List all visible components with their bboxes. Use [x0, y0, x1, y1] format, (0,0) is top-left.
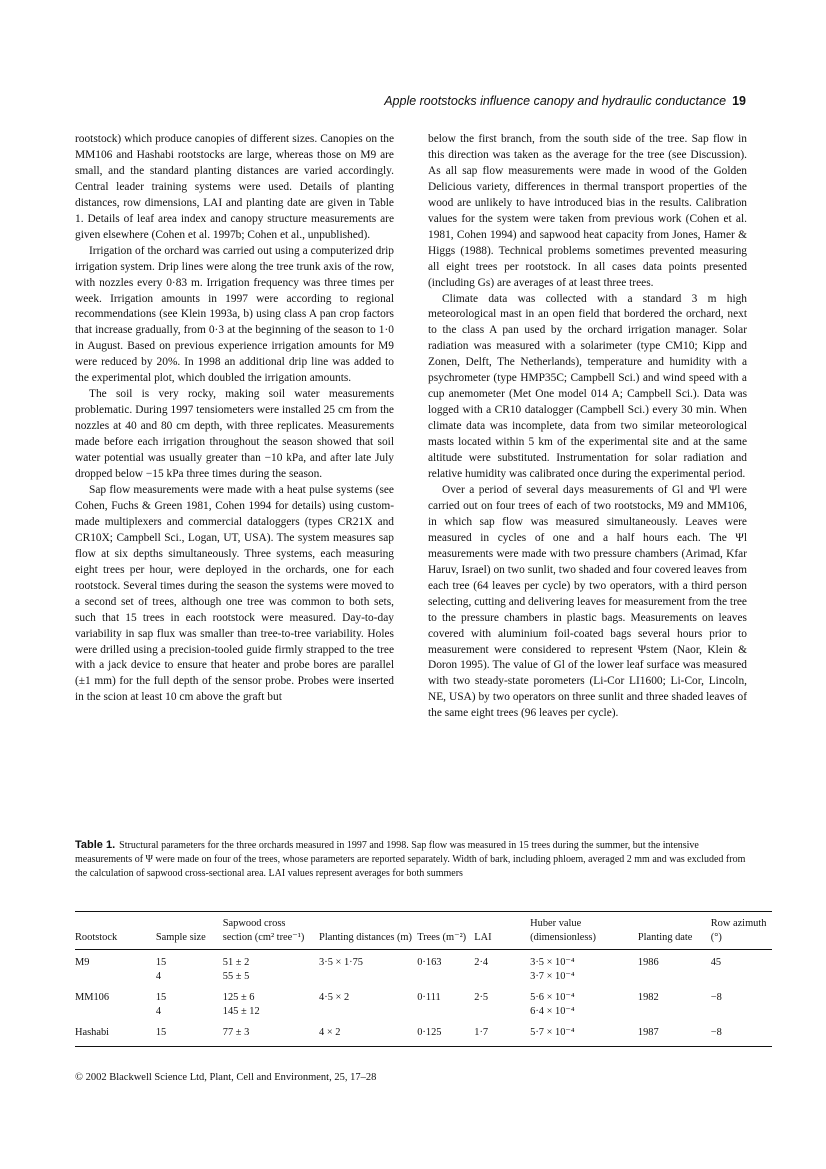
header-huber-value: Huber value (dimensionless) — [530, 918, 596, 943]
cell — [75, 970, 156, 984]
cell: 5·7 × 10⁻⁴ — [530, 1027, 575, 1038]
table-caption-text: Structural parameters for the three orchards measured in 1997 and 1998. Sap flow was measured in 15 trees during the summer, but the intensive measurements of Ψ were made on four of the trees, whose parameters are reported separately. Width of bark, including phloem, averaged 2 mm and was excluded from the calculation of sapwood cross-sectional area. LAI values represent averages for both summers — [75, 840, 746, 879]
paragraph: rootstock) which produce canopies of different sizes. Canopies on the MM106 and Hashabi rootstocks are large, whereas those on M9 are small, and the standard planting distances are varied accordingly. Central leader training systems were used. Details of planting distances, row dimensions, LAI and planting date are given in Table 1. Details of leaf area index and canopy structure measurements are given elsewhere (Cohen et al. 1997b; Cohen et al., unpublished). — [75, 133, 394, 241]
copyright-footer: © 2002 Blackwell Science Ltd, Plant, Cell and Environment, 25, 17–28 — [75, 1072, 377, 1083]
paragraph: Sap flow measurements were made with a heat pulse systems (see Cohen, Fuchs & Green 1981, Cohen 1994 for details) using custom-made multiplexers and commercial dataloggers (types CR21X and CR10X; Campbell Sci., Logan, UT, USA). The system measures sap flow at six depths simultaneously. Three systems, each measuring eight trees per hour, were deployed in the orchards, one for each rootstock. Several times during the season the systems were moved to a second set of trees, although one tree was common to both sets, such that 15 trees in each rootstock were measured. Day-to-day variability in sap flux was smaller than tree-to-tree variability. Holes were drilled using a precision-tooled guide firmly strapped to the tree with a jack device to ensure that heater and probe bores are parallel (±1 mm) for the full depth of the sensor probe. Probes were inserted in the scion at least 10 cm above the graft but — [75, 483, 394, 704]
cell — [319, 1005, 417, 1019]
table-row — [75, 950, 772, 970]
running-head — [384, 94, 746, 108]
cell — [711, 1005, 772, 1019]
paragraph: Irrigation of the orchard was carried out using a computerized drip irrigation system. Drip lines were along the tree trunk axis of the row, with nozzles every 0·83 m. Irrigation frequency was three times per week. Irrigation amounts in 1997 were according to regional recommendations (see Klein 1993a, b) using class A pan crop factors that increase gradually, from 0·3 at the beginning of the season to 1·0 in August. Based on previous experience irrigation amounts for M9 were reduced by 20%. In 1998 an additional drip line was added to the experimental plot, which doubled the irrigation amounts. — [75, 244, 394, 385]
cell: 55 ± 5 — [222, 970, 250, 982]
table-caption — [75, 838, 747, 881]
cell: −8 — [710, 992, 722, 1003]
cell: 15 — [155, 957, 167, 968]
cell — [474, 1005, 530, 1019]
cell: 0·111 — [417, 992, 441, 1003]
cell: 1982 — [637, 992, 659, 1003]
table-header-row — [75, 912, 772, 950]
cell: 125 ± 6 — [222, 992, 255, 1003]
header-planting-date: Planting date — [637, 931, 693, 943]
paragraph: The soil is very rocky, making soil water measurements problematic. During 1997 tensiometers were installed 25 cm from the nozzles at 40 and 80 cm depth, with three replicates. Measurements made before each irrigation throughout the season showed that soil water potential was usually greater than −10 kPa, and after late July dropped below −15 kPa three times during the season. — [75, 388, 394, 481]
cell: 51 ± 2 — [222, 957, 250, 968]
running-title: Apple rootstocks influence canopy and hydraulic conductance — [384, 94, 727, 108]
header-lai: LAI — [474, 931, 492, 943]
cell — [75, 1005, 156, 1019]
header-sample-size: Sample size — [155, 931, 206, 943]
cell: 1·7 — [474, 1027, 489, 1038]
cell: 4·5 × 2 — [319, 992, 350, 1003]
paragraph: Over a period of several days measurements of Gl and Ψl were carried out on four trees of each of two rootstocks, M9 and MM106, in which sap flow was measured simultaneously. Leaves were measured in cycles of one and a half hours each. The Ψl measurements were made with two pressure chambers (Arimad, Kfar Haruv, Israel) on two sunlit, two shaded and four covered leaves from each tree (64 leaves per cycle) by two operators, with a third person selecting, cutting and delivering leaves for measurement from the tree to the pressure chambers in plastic bags. Measurements on leaves covered with aluminium foil-coated bags several hours prior to measurement were considered to represent Ψstem (Naor, Klein & Doron 1995). The value of Gl of the lower leaf surface was measured with two steady-state porometers (Li-Cor LI1600; Li-Cor, Lincoln, NE, USA) by two operators on three sunlit and three shaded leaves of the same eight trees (96 leaves per cycle). — [428, 483, 747, 720]
cell: MM106 — [75, 992, 110, 1003]
cell: 1987 — [637, 1027, 659, 1038]
header-planting-distances: Planting distances (m) — [319, 931, 412, 943]
cell: 0·163 — [417, 957, 442, 968]
cell: 0·125 — [417, 1027, 442, 1038]
page-number: 19 — [732, 94, 746, 108]
left-column — [75, 132, 394, 706]
header-row-azimuth: Row azimuth (°) — [710, 918, 767, 943]
cell: M9 — [75, 957, 90, 968]
cell: 45 — [710, 957, 722, 968]
table-row — [75, 970, 772, 984]
cell — [417, 1005, 474, 1019]
cell — [711, 970, 772, 984]
cell — [638, 970, 711, 984]
cell: 3·7 × 10⁻⁴ — [530, 970, 575, 982]
cell: 15 — [155, 1027, 167, 1038]
table-row — [75, 983, 772, 1005]
cell: 4 — [155, 970, 162, 982]
cell: −8 — [710, 1027, 722, 1038]
cell: 15 — [155, 992, 167, 1003]
cell — [319, 970, 417, 984]
cell: 2·4 — [474, 957, 489, 968]
cell: 4 — [155, 1005, 162, 1017]
cell: 2·5 — [474, 992, 489, 1003]
table-row — [75, 1005, 772, 1019]
cell: 6·4 × 10⁻⁴ — [530, 1005, 575, 1017]
header-trees: Trees (m⁻²) — [417, 931, 467, 943]
cell: 4 × 2 — [319, 1027, 341, 1038]
cell: Hashabi — [75, 1027, 110, 1038]
header-sapwood: Sapwood cross section (cm² tree⁻¹) — [222, 918, 305, 943]
paragraph: below the first branch, from the south side of the tree. Sap flow in this direction was taken as the average for the tree (see Discussion). As all sap flow measurements were made in wood of the Golden Delicious variety, differences in thermal transport properties of the wood are unlikely to have introduced bias in the results. Calibration values for the system were taken from previous work (Cohen et al. 1981, Cohen 1994) and sapwood heat capacity from Jones, Hamer & Higgs (1988). Technical problems sometimes prevented measuring all eight trees per rootstock. In all cases data points presented (including Gs) are averages of at least three trees. — [428, 133, 747, 289]
paragraph: Climate data was collected with a standard 3 m high meteorological mast in an open field that bordered the orchard, next to the class A pan used by the orchard irrigation manager. Solar radiation was measured with a solarimeter (type CM10; Kipp and Zonen, Delft, The Netherlands), temperature and humidity with a psychrometer (type HMP35C; Campbell Sci.) and wind speed with a cup anemometer (Met One model 014 A; Campbell Sci.). Data was logged with a CR10 datalogger (Campbell Sci.) every 30 min. When climate data was incomplete, data from two similar meteorological masts located within 5 km of the experimental site and at the same altitude were substituted. Instrumentation for solar radiation and relative humidity was calibrated once during the experimental period. — [428, 292, 747, 481]
cell — [474, 970, 530, 984]
cell: 1986 — [637, 957, 659, 968]
table-row — [75, 1018, 772, 1046]
table-label: Table 1. — [75, 839, 116, 851]
header-rootstock: Rootstock — [75, 931, 118, 943]
cell: 5·6 × 10⁻⁴ — [530, 992, 575, 1003]
cell: 3·5 × 1·75 — [319, 957, 363, 968]
cell — [417, 970, 474, 984]
cell: 145 ± 12 — [222, 1005, 260, 1017]
cell: 3·5 × 10⁻⁴ — [530, 957, 575, 968]
cell: 77 ± 3 — [222, 1027, 250, 1038]
right-column — [428, 132, 747, 722]
structural-parameters-table — [75, 911, 772, 1047]
cell — [638, 1005, 711, 1019]
